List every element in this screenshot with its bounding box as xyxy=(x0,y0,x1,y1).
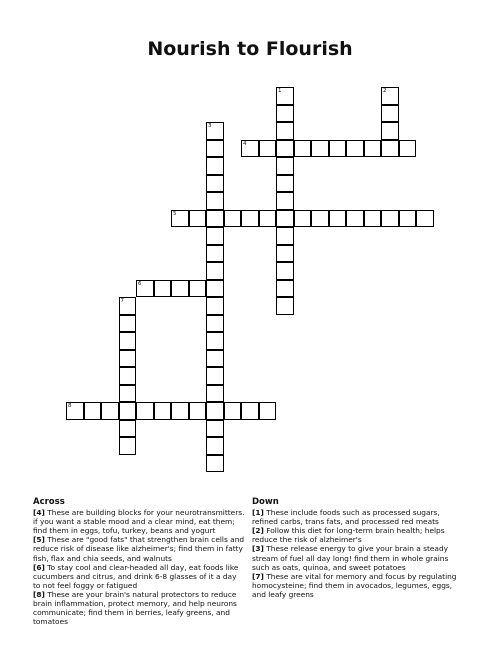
clue-number-label: [1] xyxy=(252,508,264,518)
grid-cell[interactable] xyxy=(171,402,189,420)
grid-cell[interactable] xyxy=(276,122,294,140)
grid-cell[interactable] xyxy=(136,280,154,298)
grid-cell[interactable] xyxy=(206,280,224,298)
grid-cell[interactable] xyxy=(276,192,294,210)
grid-cell[interactable] xyxy=(241,210,259,228)
across-clue xyxy=(33,590,245,626)
down-clue xyxy=(252,572,464,599)
grid-cell[interactable] xyxy=(259,210,277,228)
down-clue xyxy=(252,526,464,544)
grid-cell[interactable] xyxy=(189,402,207,420)
grid-cell[interactable] xyxy=(276,262,294,280)
grid-cell[interactable] xyxy=(206,385,224,403)
grid-cell[interactable] xyxy=(206,315,224,333)
grid-cell[interactable] xyxy=(206,297,224,315)
grid-cell[interactable] xyxy=(66,402,84,420)
grid-cell[interactable] xyxy=(206,245,224,263)
grid-cell[interactable] xyxy=(206,350,224,368)
grid-cell[interactable] xyxy=(171,280,189,298)
clue-number-label: [5] xyxy=(33,535,45,545)
grid-cell[interactable] xyxy=(346,140,364,158)
grid-cell[interactable] xyxy=(189,210,207,228)
grid-cell[interactable] xyxy=(119,437,137,455)
grid-cell[interactable] xyxy=(399,210,417,228)
grid-cell[interactable] xyxy=(311,210,329,228)
grid-cell[interactable] xyxy=(276,105,294,123)
grid-cell[interactable] xyxy=(206,402,224,420)
grid-cell[interactable] xyxy=(101,402,119,420)
grid-cell[interactable] xyxy=(381,140,399,158)
clue-number-label: [4] xyxy=(33,508,45,518)
grid-cell[interactable] xyxy=(329,210,347,228)
clue-number: 6 xyxy=(138,280,142,287)
grid-cell[interactable] xyxy=(154,280,172,298)
grid-cell[interactable] xyxy=(206,175,224,193)
clue-number-label: [2] xyxy=(252,526,264,536)
clue-number: 3 xyxy=(208,123,212,129)
grid-cell[interactable] xyxy=(206,210,224,228)
grid-cell[interactable] xyxy=(224,210,242,228)
grid-cell[interactable] xyxy=(381,210,399,228)
grid-cell[interactable] xyxy=(206,420,224,438)
grid-cell[interactable] xyxy=(84,402,102,420)
grid-cell[interactable] xyxy=(206,262,224,280)
grid-cell[interactable] xyxy=(311,140,329,158)
grid-cell[interactable] xyxy=(364,140,382,158)
grid-cell[interactable] xyxy=(364,210,382,228)
clue-text: These release energy to give your brain a steady stream of fuel all day long! find them in whole grains such as oats, quinoa, and sweet potatoes xyxy=(252,544,449,572)
grid-cell[interactable] xyxy=(241,402,259,420)
clue-number: 7 xyxy=(120,298,124,304)
clue-number: 8 xyxy=(68,403,72,409)
grid-cell[interactable] xyxy=(119,420,137,438)
grid-cell[interactable] xyxy=(119,297,137,315)
clue-text: These are vital for memory and focus by regulating homocysteine; find them in avocados, legumes, eggs, and leafy greens xyxy=(252,571,457,599)
across-clue-list xyxy=(33,508,245,626)
grid-cell[interactable] xyxy=(206,140,224,158)
grid-cell[interactable] xyxy=(171,210,189,228)
across-clues xyxy=(33,498,245,626)
clue-number: 4 xyxy=(243,140,247,147)
grid-cell[interactable] xyxy=(119,367,137,385)
clue-number: 1 xyxy=(278,88,282,94)
clue-number: 5 xyxy=(173,210,177,217)
grid-cell[interactable] xyxy=(206,367,224,385)
grid-cell[interactable] xyxy=(119,332,137,350)
clue-number-label: [7] xyxy=(252,571,264,581)
down-clues xyxy=(252,498,464,599)
grid-cell[interactable] xyxy=(224,402,242,420)
across-heading: Across xyxy=(33,497,65,507)
grid-cell[interactable] xyxy=(206,192,224,210)
grid-cell[interactable] xyxy=(241,140,259,158)
grid-cell[interactable] xyxy=(276,157,294,175)
grid-cell[interactable] xyxy=(276,297,294,315)
grid-cell[interactable] xyxy=(119,315,137,333)
down-heading: Down xyxy=(252,497,279,507)
grid-cell[interactable] xyxy=(294,140,312,158)
grid-cell[interactable] xyxy=(154,402,172,420)
across-clue xyxy=(33,535,245,562)
clue-text: These are your brain's natural protectors to reduce brain inflammation, protect memory, and help neurons communicate; find them in berries, leafy greens, and tomatoes xyxy=(33,589,237,627)
grid-cell[interactable] xyxy=(259,402,277,420)
grid-cell[interactable] xyxy=(206,455,224,473)
clue-number-label: [8] xyxy=(33,589,45,599)
grid-cell[interactable] xyxy=(276,245,294,263)
clue-number-label: [6] xyxy=(33,562,45,572)
across-clue xyxy=(33,563,245,590)
puzzle-title: Nourish to Flourish xyxy=(147,38,353,60)
across-clue xyxy=(33,508,245,535)
grid-cell[interactable] xyxy=(206,122,224,140)
grid-cell[interactable] xyxy=(329,140,347,158)
grid-cell[interactable] xyxy=(294,210,312,228)
clue-text: These are building blocks for your neurotransmitters. if you want a stable mood and a clear mind, eat them; find them in eggs, tofu, turkey, beans and yogurt xyxy=(33,508,245,536)
grid-cell[interactable] xyxy=(399,140,417,158)
clue-text: These include foods such as processed sugars, refined carbs, trans fats, and processed red meats xyxy=(252,508,440,527)
grid-cell[interactable] xyxy=(189,280,207,298)
grid-cell[interactable] xyxy=(381,105,399,123)
grid-cell[interactable] xyxy=(119,350,137,368)
grid-cell[interactable] xyxy=(276,140,294,158)
clue-number: 2 xyxy=(383,88,387,94)
clue-text: These are "good fats" that strengthen brain cells and reduce risk of disease like alzheimer's; find them in fatty fish, flax and chia seeds, and walnuts xyxy=(33,535,245,563)
grid-cell[interactable] xyxy=(206,227,224,245)
clue-number-label: [3] xyxy=(252,544,264,554)
grid-cell[interactable] xyxy=(259,140,277,158)
grid-cell[interactable] xyxy=(119,385,137,403)
grid-cell[interactable] xyxy=(206,332,224,350)
grid-cell[interactable] xyxy=(206,157,224,175)
grid-cell[interactable] xyxy=(276,227,294,245)
grid-cell[interactable] xyxy=(416,210,434,228)
grid-cell[interactable] xyxy=(381,122,399,140)
down-clue xyxy=(252,544,464,571)
down-clue-list xyxy=(252,508,464,599)
grid-cell[interactable] xyxy=(276,210,294,228)
grid-cell[interactable] xyxy=(206,437,224,455)
clue-text: Follow this diet for long-term brain health; helps reduce the risk of alzheimer's xyxy=(252,526,445,545)
clue-text: To stay cool and clear-headed all day, eat foods like cucumbers and citrus, and drink 6-8 glasses of it a day to not feel foggy or fatigued xyxy=(33,562,239,590)
grid-cell[interactable] xyxy=(276,280,294,298)
down-clue xyxy=(252,508,464,526)
grid-cell[interactable] xyxy=(346,210,364,228)
grid-cell[interactable] xyxy=(276,87,294,105)
grid-cell[interactable] xyxy=(119,402,137,420)
grid-cell[interactable] xyxy=(136,402,154,420)
grid-cell[interactable] xyxy=(381,87,399,105)
grid-cell[interactable] xyxy=(276,175,294,193)
